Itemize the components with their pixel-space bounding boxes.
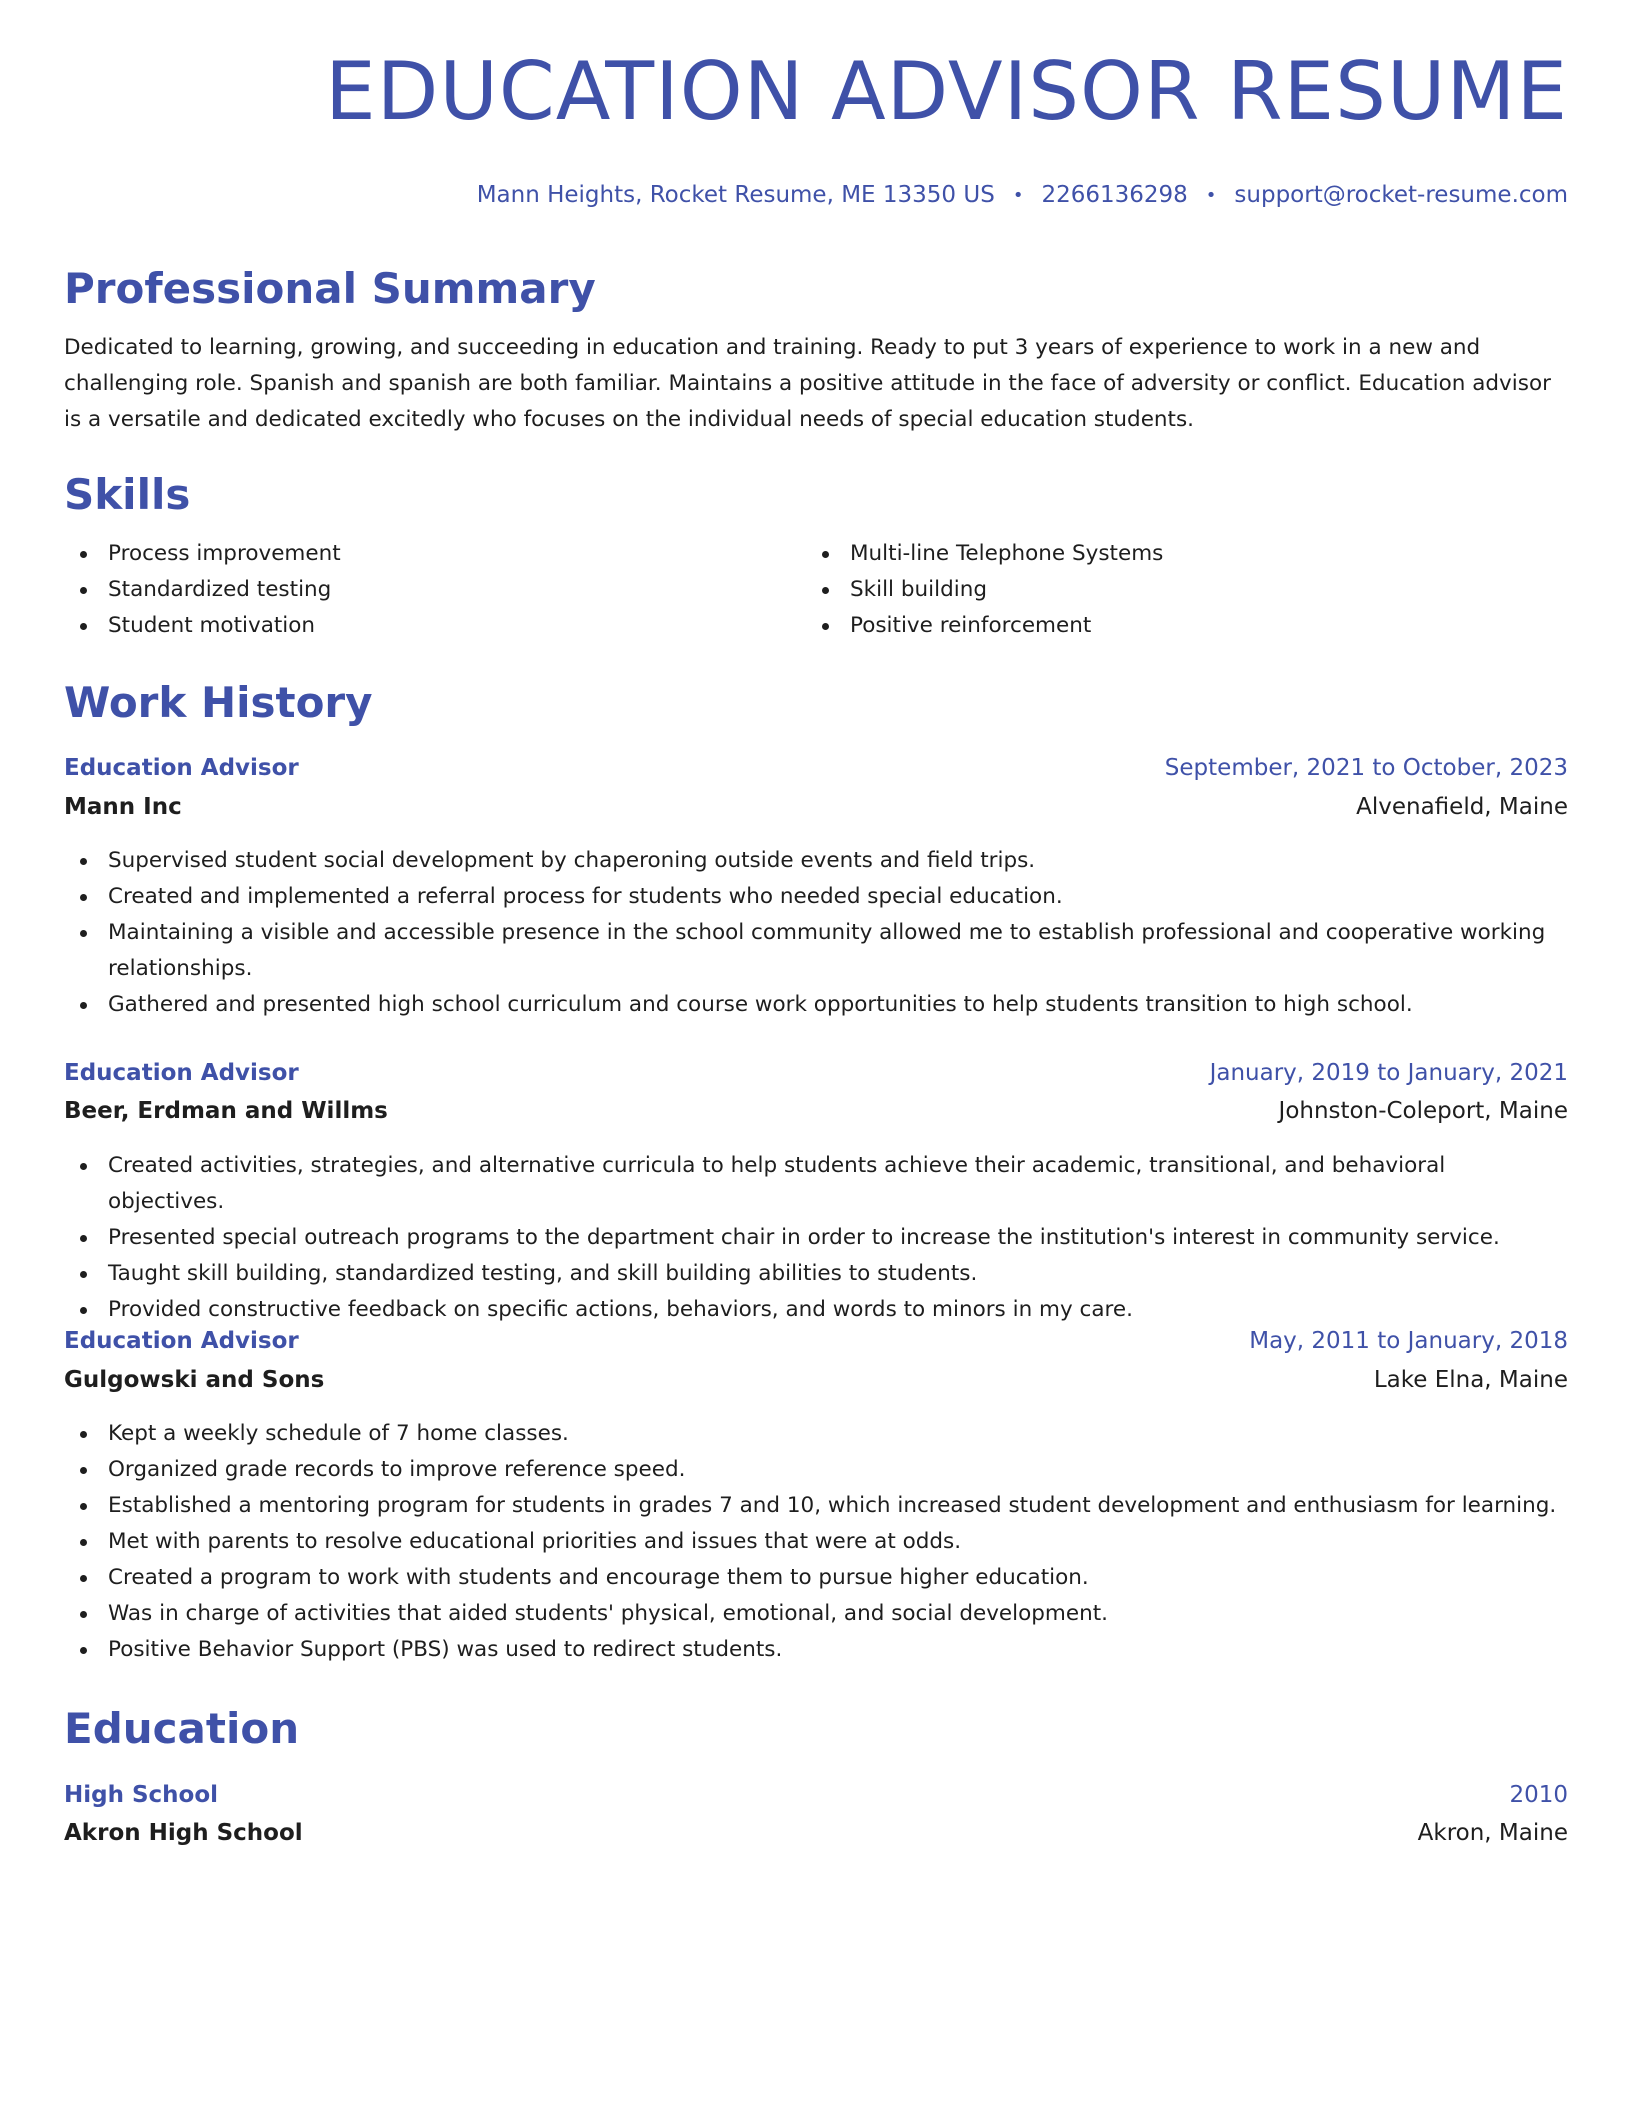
job-location: Lake Elna, Maine [1373, 1367, 1568, 1393]
skill-item: Student motivation [64, 608, 804, 644]
contact-separator: • [1205, 184, 1217, 206]
job-bullet: Created activities, strategies, and alternative curricula to help students achieve their academic, transitional, and behavioral objectives. [64, 1148, 1568, 1220]
summary-text: Dedicated to learning, growing, and succeeding in education and training. Ready to put 3 years of experience to work in a new and challenging role. Spanish and spanish are both familiar. Maintains a positive attitude in the face of adversity or conflict. Education advisor is a versatile and dedicated excitedly who focuses on the individual needs of special education students. [64, 335, 1551, 432]
contact-phone: 2266136298 [1041, 182, 1188, 208]
job-subheader [64, 1367, 1568, 1393]
job-bullet: Maintaining a visible and accessible presence in the school community allowed me to establish professional and cooperative working relationships. [64, 915, 1568, 987]
job-bullet: Created a program to work with students and encourage them to pursue higher education. [64, 1560, 1568, 1596]
education-heading: Education [64, 1704, 300, 1753]
work-heading: Work History [64, 678, 373, 727]
skill-item: Skill building [806, 572, 1566, 608]
skills-list-left [64, 536, 804, 644]
job-bullet: Established a mentoring program for students in grades 7 and 10, which increased student development and enthusiasm for learning. [64, 1488, 1568, 1524]
job-company: Mann Inc [64, 794, 182, 820]
job-location: Johnston-Coleport, Maine [1278, 1098, 1568, 1124]
summary-heading: Professional Summary [64, 264, 596, 313]
job-bullet: Met with parents to resolve educational priorities and issues that were at odds. [64, 1524, 1568, 1560]
job-company: Beer, Erdman and Willms [64, 1098, 388, 1124]
resume-page [64, 0, 1568, 2112]
education-subheader [64, 1820, 1568, 1846]
job-bullets [64, 843, 1568, 1023]
education-school: Akron High School [64, 1820, 303, 1846]
job-bullet: Supervised student social development by chaperoning outside events and field trips. [64, 843, 1568, 879]
job-bullet: Created and implemented a referral process for students who needed special education. [64, 879, 1568, 915]
skills-heading: Skills [64, 470, 191, 519]
skills-list-right [806, 536, 1566, 644]
job-header [64, 755, 1568, 781]
job-bullets [64, 1148, 1568, 1328]
job-bullet: Positive Behavior Support (PBS) was used to redirect students. [64, 1632, 1568, 1668]
job-dates: May, 2011 to January, 2018 [1249, 1328, 1568, 1354]
job-subheader [64, 1098, 1568, 1124]
education-location: Akron, Maine [1417, 1820, 1568, 1846]
job-title: Education Advisor [64, 755, 299, 781]
education-year: 2010 [1509, 1782, 1568, 1808]
skill-item: Positive reinforcement [806, 608, 1566, 644]
job-dates: January, 2019 to January, 2021 [1209, 1060, 1568, 1086]
resume-title: EDUCATION ADVISOR RESUME [325, 45, 1568, 138]
job-company: Gulgowski and Sons [64, 1367, 325, 1393]
job-bullet: Taught skill building, standardized testing, and skill building abilities to students. [64, 1256, 1568, 1292]
job-bullet: Was in charge of activities that aided students' physical, emotional, and social development. [64, 1596, 1568, 1632]
job-bullets [64, 1416, 1568, 1668]
job-bullet: Gathered and presented high school curriculum and course work opportunities to help students transition to high school. [64, 987, 1568, 1023]
job-title: Education Advisor [64, 1060, 299, 1086]
contact-email: support@rocket-resume.com [1234, 182, 1568, 208]
skill-item: Multi-line Telephone Systems [806, 536, 1566, 572]
job-location: Alvenafield, Maine [1356, 794, 1568, 820]
skill-item: Standardized testing [64, 572, 804, 608]
job-bullet: Kept a weekly schedule of 7 home classes. [64, 1416, 1568, 1452]
job-header [64, 1060, 1568, 1086]
job-bullet: Provided constructive feedback on specific actions, behaviors, and words to minors in my care. [64, 1292, 1568, 1328]
contact-separator: • [1012, 184, 1024, 206]
job-dates: September, 2021 to October, 2023 [1164, 755, 1568, 781]
contact-address: Mann Heights, Rocket Resume, ME 13350 US [476, 182, 995, 208]
job-bullet: Presented special outreach programs to the department chair in order to increase the institution's interest in community service. [64, 1220, 1568, 1256]
skill-item: Process improvement [64, 536, 804, 572]
education-header [64, 1782, 1568, 1808]
job-subheader [64, 794, 1568, 820]
job-header [64, 1328, 1568, 1354]
job-bullet: Organized grade records to improve reference speed. [64, 1452, 1568, 1488]
contact-line [477, 182, 1568, 208]
job-title: Education Advisor [64, 1328, 299, 1354]
education-degree: High School [64, 1782, 219, 1808]
